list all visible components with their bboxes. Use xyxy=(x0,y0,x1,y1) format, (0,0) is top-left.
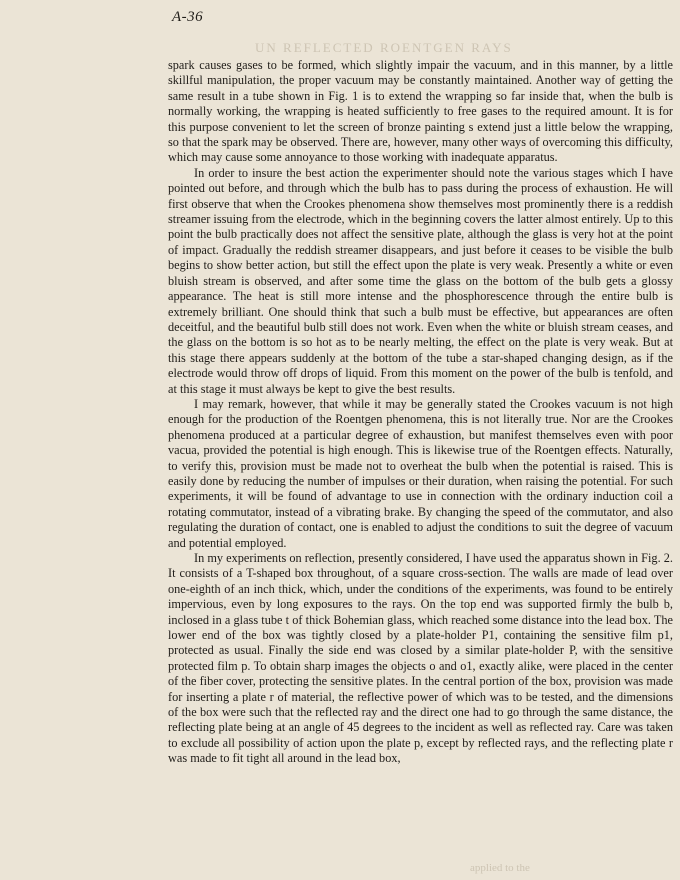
bleed-through-footer: applied to the xyxy=(470,862,530,874)
paragraph-2: In order to insure the best action the experimenter should note the various stages which I have pointed out before, and through which the bulb has to pass during the process of exhaustion. He will first observe that when the Crookes phenomena show themselves most prominently there is a reddish streamer issuing from the electrode, which in the beginning covers the latter almost entirely. Up to this point the bulb practically does not affect the sensitive plate, although the glass is very hot at the point of impact. Gradually the reddish streamer disappears, and just before it ceases to be visible the bulb begins to show better action, but still the effect upon the plate is very weak. Presently a white or even bluish stream is observed, and after some time the glass on the bottom of the bulb gets a glossy appearance. The heat is still more intense and the phosphorescence through the entire bulb is extremely brilliant. One should think that such a bulb must be effective, but appearances are often deceitful, and the beautiful bulb still does not work. Even when the white or bluish stream ceases, and the glass on the bottom is so hot as to be nearly melting, the effect on the plate is very weak. But at this stage there appears suddenly at the bottom of the tube a star-shaped changing design, as if the electrode would throw off drops of liquid. From this moment on the power of the bulb is tenfold, and at this stage it must always be kept to give the best results. xyxy=(168,165,673,396)
paragraph-3: I may remark, however, that while it may be generally stated the Crookes vacuum is not high enough for the production of the Roentgen phenomena, this is not literally true. Nor are the Crookes phenomena produced at a particular degree of exhaustion, but manifest themselves even with poor vacua, provided the potential is high enough. This is likewise true of the Roentgen effects. Naturally, to verify this, provision must be made not to overheat the bulb when the potential is raised. This is easily done by reducing the number of impulses or their duration, when raising the potential. For such experiments, it will be found of advantage to use in connection with the ordinary induction coil a rotating commutator, instead of a vibrating brake. By changing the speed of the commutator, and also regulating the duration of contact, one is enabled to adjust the conditions to suit the degree of vacuum and potential employed. xyxy=(168,396,673,550)
bleed-through-header: UN REFLECTED ROENTGEN RAYS xyxy=(255,40,513,55)
body-text xyxy=(168,58,673,767)
paragraph-4: In my experiments on reflection, presently considered, I have used the apparatus shown in Fig. 2. It consists of a T-shaped box throughout, of a square cross-section. The walls are made of lead over one-eighth of an inch thick, which, under the conditions of the experiments, was found to be entirely impervious, even by long exposures to the rays. On the top end was supported firmly the bulb b, inclosed in a glass tube t of thick Bohemian glass, which reached some distance into the lead box. The lower end of the box was tightly closed by a plate-holder P1, containing the sensitive film p1, protected as usual. Finally the side end was closed by a similar plate-holder P, with the sensitive protected film p. To obtain sharp images the objects o and o1, exactly alike, were placed in the center of the fiber cover, protecting the sensitive plates. In the central portion of the box, provision was made for inserting a plate r of material, the reflective power of which was to be tested, and the dimensions of the box were such that the reflected ray and the direct one had to go through the same distance, the reflecting plate being at an angle of 45 degrees to the incident as well as reflected ray. Care was taken to exclude all possibility of action upon the plate p, except by reflected rays, and the reflecting plate r was made to fit tight all around in the lead box, xyxy=(168,551,673,766)
paragraph-1: spark causes gases to be formed, which slightly impair the vacuum, and in this manner, by a little skillful manipulation, the proper vacuum may be constantly maintained. Another way of getting the same result in a tube shown in Fig. 1 is to extend the wrapping so far inside that, when the bulb is normally working, the wrapping is heated sufficiently to free gases to the required amount. It is for this purpose convenient to let the screen of bronze painting s extend just a little below the wrapping, so that the spark may be observed. There are, however, many other ways of overcoming this difficulty, which may cause some annoyance to those working with inadequate apparatus. xyxy=(168,58,673,165)
page-number: A-36 xyxy=(172,9,204,25)
